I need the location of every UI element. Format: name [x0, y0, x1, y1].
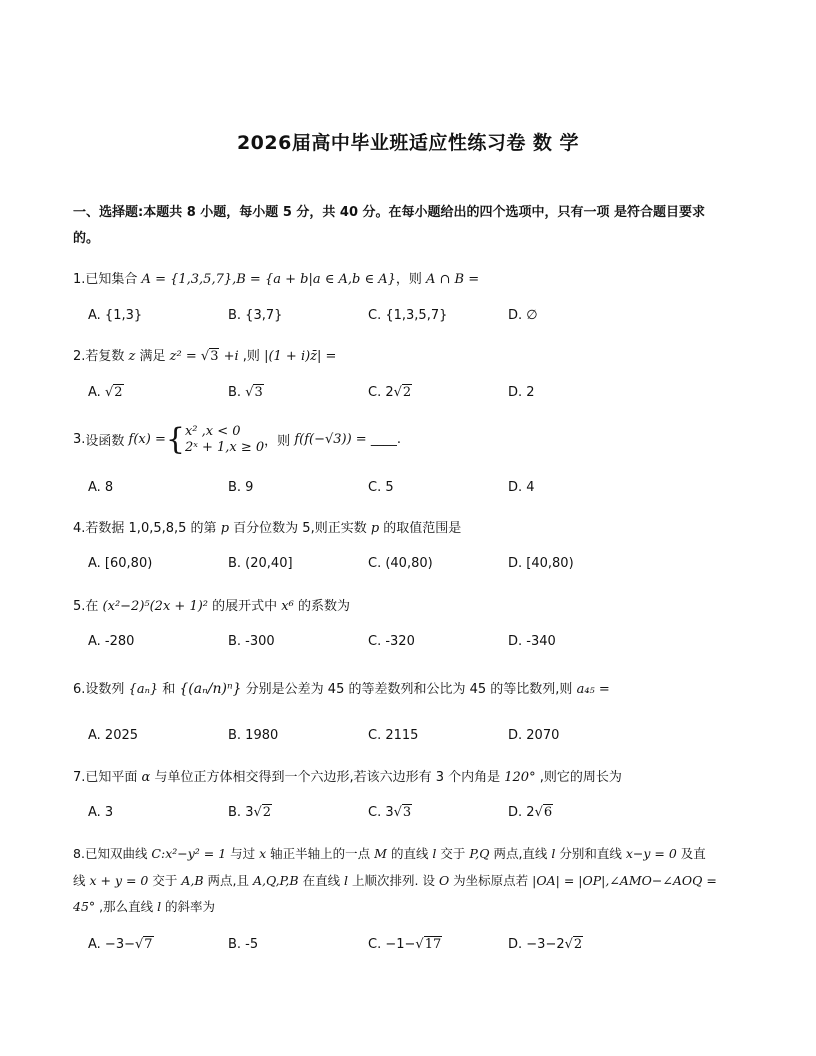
- question-text: 交于: [436, 846, 470, 861]
- math-variable: z: [128, 349, 136, 364]
- q3-option-a[interactable]: A. 8: [88, 480, 114, 495]
- q6-option-d[interactable]: D. 2070: [508, 728, 560, 743]
- q7-option-b[interactable]: B. 3√2: [228, 805, 272, 820]
- question-text: 已知集合: [85, 272, 142, 287]
- q3-option-d[interactable]: D. 4: [508, 480, 535, 495]
- question-text: 和: [158, 682, 180, 697]
- math-variable: p: [370, 521, 380, 536]
- q7-option-c[interactable]: C. 3√3: [368, 805, 412, 820]
- math-expression: x + y = 0: [89, 873, 149, 888]
- math-expression: C:x²−y² = 1: [151, 846, 227, 861]
- math-variable: x: [259, 846, 267, 861]
- question-7: [73, 766, 622, 785]
- question-number: 1.: [73, 272, 86, 287]
- q1-option-d[interactable]: D. ∅: [508, 308, 538, 323]
- question-5: [73, 595, 350, 614]
- section-heading-line1: 一、选择题:本题共 8 小题，每小题 5 分，共 40 分。在每小题给出的四个选项中，只有一项 是符合题目要求: [73, 205, 706, 220]
- q6-option-a[interactable]: A. 2025: [88, 728, 139, 743]
- question-number: 4.: [73, 521, 86, 536]
- question-text: 的展开式中: [208, 599, 282, 614]
- q4-option-a[interactable]: A. [60,80): [88, 556, 153, 571]
- section-heading-line2: 的。: [73, 231, 100, 246]
- math-expression: +i: [219, 349, 239, 364]
- q2-option-c[interactable]: C. 2√2: [368, 385, 412, 400]
- q1-option-c[interactable]: C. {1,3,5,7}: [368, 308, 448, 323]
- q8-option-a[interactable]: A. −3−√7: [88, 937, 153, 952]
- q8-option-c[interactable]: C. −1−√17: [368, 937, 442, 952]
- question-text: 的取值范围是: [379, 521, 462, 536]
- answer-blank: ____.: [370, 432, 401, 447]
- question-text: 为坐标原点若: [449, 873, 533, 888]
- question-text: ,则它的周长为: [535, 770, 622, 785]
- brace-icon: {: [165, 422, 185, 457]
- math-variable: A,Q,P,B: [252, 873, 299, 888]
- question-text: 若数据 1,0,5,8,5 的第: [85, 521, 221, 536]
- question-text: 线: [73, 873, 90, 888]
- question-text: 已知平面: [85, 770, 142, 785]
- question-text: ,则: [238, 349, 265, 364]
- question-text: 设数列: [85, 682, 129, 697]
- question-number: 3.: [73, 432, 86, 447]
- math-variable: P,Q: [469, 846, 490, 861]
- math-variable: l: [551, 846, 556, 861]
- math-expression: {(aₙ/n)ⁿ}: [179, 681, 242, 697]
- q4-option-b[interactable]: B. (20,40]: [228, 556, 293, 571]
- question-text: 与单位正方体相交得到一个六边形,若该六边形有 3 个内角是: [150, 770, 505, 785]
- q4-option-d[interactable]: D. [40,80): [508, 556, 574, 571]
- question-number: 2.: [73, 349, 86, 364]
- math-expression: {aₙ}: [128, 682, 159, 697]
- question-text: 百分位数为 5,则正实数: [229, 521, 371, 536]
- question-number: 5.: [73, 599, 86, 614]
- question-text: 轴正半轴上的一点: [266, 846, 375, 861]
- q6-option-c[interactable]: C. 2115: [368, 728, 419, 743]
- question-text: 分别是公差为 45 的等差数列和公比为 45 的等比数列,则: [241, 682, 577, 697]
- question-text: 上顺次排列. 设: [348, 873, 439, 888]
- question-text: ,那么直线: [95, 899, 158, 914]
- question-4: [73, 517, 461, 536]
- q5-option-b[interactable]: B. -300: [228, 634, 275, 649]
- question-text: 两点,且: [203, 873, 253, 888]
- question-number: 8.: [73, 846, 85, 861]
- q2-option-d[interactable]: D. 2: [508, 385, 535, 400]
- math-variable: l: [432, 846, 437, 861]
- math-expression: (x²−2)⁵(2x + 1)²: [102, 599, 208, 614]
- q2-option-a[interactable]: A. √2: [88, 385, 123, 400]
- question-8-line3: [73, 897, 215, 915]
- question-text: 分别和直线: [555, 846, 626, 861]
- question-text: 满足: [135, 349, 170, 364]
- question-3: [73, 422, 401, 457]
- math-expression: f(x) =: [128, 432, 166, 447]
- question-text: 两点,直线: [489, 846, 552, 861]
- q1-option-b[interactable]: B. {3,7}: [228, 308, 283, 323]
- math-variable: O: [438, 873, 450, 888]
- q5-option-a[interactable]: A. -280: [88, 634, 135, 649]
- q2-option-b[interactable]: B. √3: [228, 385, 263, 400]
- question-number: 6.: [73, 682, 86, 697]
- q3-option-b[interactable]: B. 9: [228, 480, 254, 495]
- page-title: 2026届高中毕业班适应性练习卷 数 学: [236, 132, 580, 154]
- question-text: 若复数: [85, 349, 129, 364]
- math-variable: A,B: [181, 873, 204, 888]
- question-text: ，则: [264, 434, 295, 449]
- math-expression: A ∩ B =: [426, 272, 480, 287]
- q8-option-b[interactable]: B. -5: [228, 937, 259, 952]
- math-expression: |OA| = |OP|,∠AMO−∠AOQ =: [532, 873, 717, 888]
- q7-option-d[interactable]: D. 2√6: [508, 805, 553, 820]
- question-text: 的系数为: [293, 599, 350, 614]
- math-variable: l: [344, 873, 349, 888]
- question-text: 的直线: [386, 846, 433, 861]
- question-number: 7.: [73, 770, 86, 785]
- math-expression: A = {1,3,5,7},B = {a + b|a ∈ A,b ∈ A}: [141, 272, 396, 287]
- math-variable: l: [157, 899, 162, 914]
- piecewise-cases: x² ,x < 0 2ˣ + 1,x ≥ 0: [184, 423, 265, 455]
- question-text: 已知双曲线: [84, 846, 152, 861]
- q7-option-a[interactable]: A. 3: [88, 805, 114, 820]
- question-text: 交于: [148, 873, 182, 888]
- q4-option-c[interactable]: C. (40,80): [368, 556, 433, 571]
- math-expression: z² =: [169, 349, 201, 364]
- question-text: 在直线: [298, 873, 345, 888]
- q8-option-d[interactable]: D. −3−2√2: [508, 937, 583, 952]
- question-6: [73, 678, 610, 697]
- math-expression: a₄₅ =: [576, 682, 610, 697]
- sqrt-expression: √3: [200, 349, 219, 364]
- q5-option-d[interactable]: D. -340: [508, 634, 556, 649]
- q6-option-b[interactable]: B. 1980: [228, 728, 279, 743]
- q1-option-a[interactable]: A. {1,3}: [88, 308, 143, 323]
- question-text: 在: [85, 599, 103, 614]
- question-1: [73, 268, 479, 287]
- question-text: ，则: [395, 272, 427, 287]
- question-text: 的斜率为: [161, 899, 216, 914]
- math-expression: 120°: [504, 770, 536, 785]
- question-8-line1: [73, 844, 706, 862]
- question-8-line2: [73, 871, 717, 889]
- q3-option-c[interactable]: C. 5: [368, 480, 394, 495]
- question-text: 与过: [226, 846, 260, 861]
- question-2: [73, 345, 336, 364]
- q5-option-c[interactable]: C. -320: [368, 634, 415, 649]
- section-heading: [73, 200, 705, 252]
- math-expression: |(1 + i)z̄| =: [264, 349, 337, 364]
- math-variable: p: [220, 521, 230, 536]
- math-expression: 45°: [73, 899, 96, 914]
- math-expression: x−y = 0: [625, 846, 677, 861]
- math-variable: M: [374, 846, 387, 861]
- math-expression: x⁶: [281, 599, 294, 614]
- math-expression: f(f(−√3)) =: [294, 432, 367, 447]
- math-variable: α: [141, 770, 151, 785]
- question-text: 及直: [676, 846, 706, 861]
- question-text: 设函数: [85, 434, 129, 449]
